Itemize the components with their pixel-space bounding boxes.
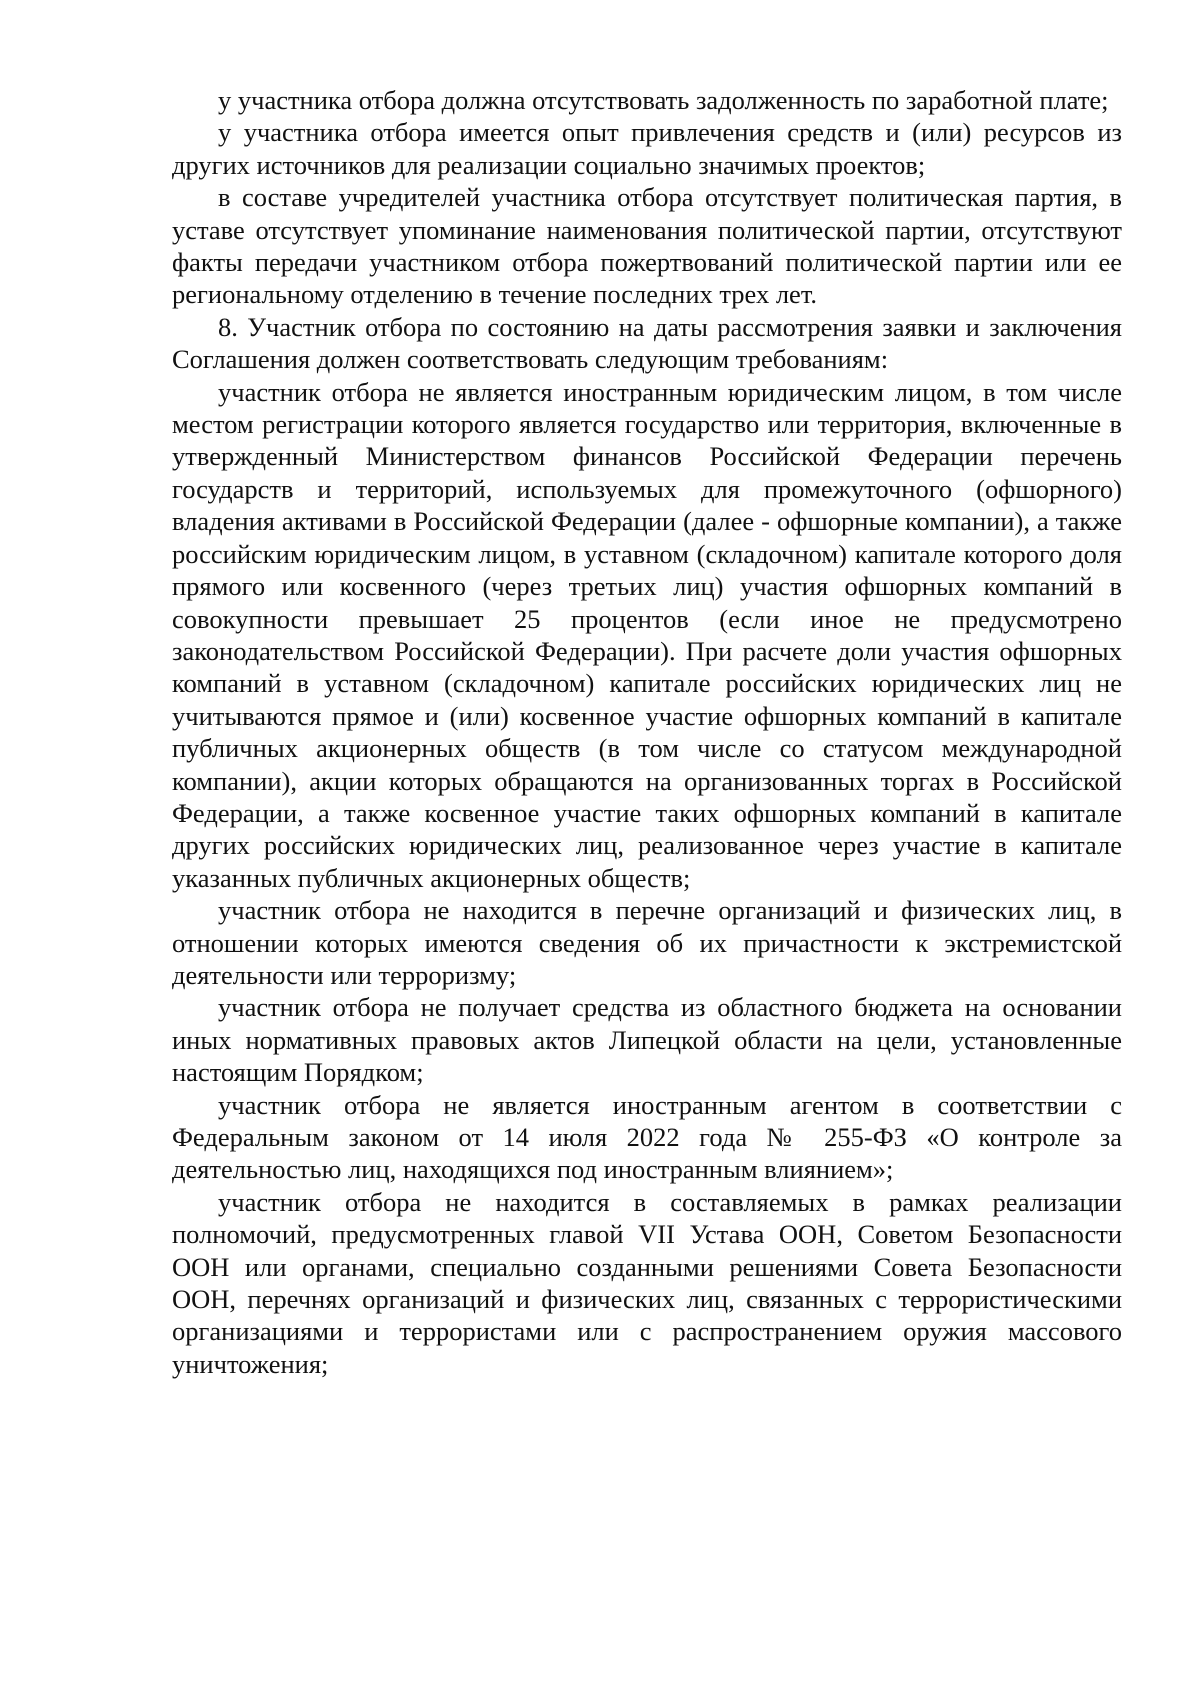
paragraph-wage-debt: у участника отбора должна отсутствовать задолженность по заработной плате; xyxy=(218,85,1109,115)
paragraph-regional-budget: участник отбора не получает средства из областного бюджета на основании иных нормативных правовых актов Липецкой области на цели, установленные настоящим Порядком; xyxy=(172,992,1122,1088)
paragraph-political-party: в составе учредителей участника отбора отсутствует политическая партия, в уставе отсутствует упоминание наименования политической партии, отсутствуют факты передачи участником отбора пожертвований политической партии или ее региональному отделению в течение последних трех лет. xyxy=(172,182,1122,310)
paragraph-offshore-companies: участник отбора не является иностранным юридическим лицом, в том числе местом регистрации которого является государство или территория, включенные в утвержденный Министерством финансов Российской Федерации перечень государств и территорий, используемых для промежуточного (офшорного) владения активами в Российской Федерации (далее - офшорные компании), а также российским юридическим лицом, в уставном (складочном) капитале которого доля прямого или косвенного (через третьих лиц) участия офшорных компаний в совокупности превышает 25 процентов (если иное не предусмотрено законодательством Российской Федерации). При расчете доли участия офшорных компаний в уставном (складочном) капитале российских юридических лиц не учитываются прямое и (или) косвенное участие офшорных компаний в капитале публичных акционерных обществ (в том числе со статусом международной компании), акции которых обращаются на организованных торгах в Российской Федерации, а также косвенное участие таких офшорных компаний в капитале других российских юридических лиц, реализованное через участие в капитале указанных публичных акционерных обществ; xyxy=(172,376,1122,893)
paragraph-un-security-council: участник отбора не находится в составляемых в рамках реализации полномочий, предусмотренных главой VII Устава ООН, Советом Безопасности ООН или органами, специально созданными решениями Совета Безопасности ООН, перечнях организаций и физических лиц, связанных с террористическими организациями и террористами или с распространением оружия массового уничтожения; xyxy=(172,1186,1122,1379)
paragraph-extremism-list: участник отбора не находится в перечне организаций и физических лиц, в отношении которых имеются сведения об их причастности к экстремистской деятельности или терроризму; xyxy=(172,895,1122,990)
paragraph-foreign-agent: участник отбора не является иностранным агентом в соответствии с Федеральным законом от 14 июля 2022 года № 255-ФЗ «О контроле за деятельностью лиц, находящихся под иностранным влиянием»; xyxy=(172,1089,1122,1185)
paragraph-item-8-intro: 8. Участник отбора по состоянию на даты рассмотрения заявки и заключения Соглашения должен соответствовать следующим требованиям: xyxy=(172,311,1122,375)
paragraph-fundraising-experience: у участника отбора имеется опыт привлечения средств и (или) ресурсов из других источников для реализации социально значимых проектов; xyxy=(172,117,1122,180)
document-page xyxy=(172,84,1122,1380)
